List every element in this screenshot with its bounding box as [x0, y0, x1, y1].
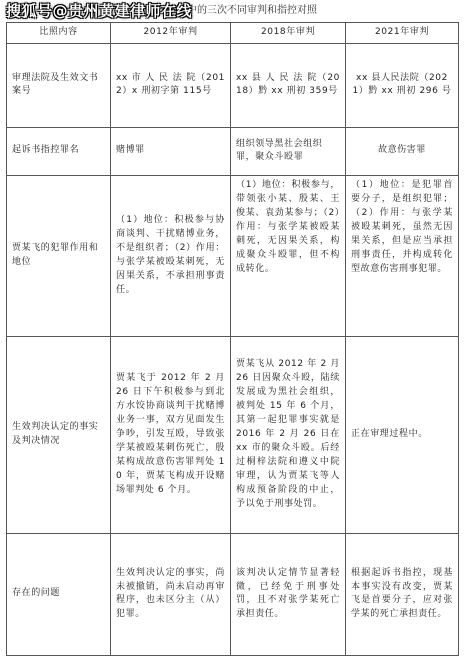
page-title: 同一案件中的三次不同审判和指控对照 [147, 5, 317, 16]
header-2018-trial: 2018年审判 [231, 23, 346, 44]
row-label: 生效判决认定的事实及判决情况 [7, 336, 111, 533]
table-cell: 赌博罪 [111, 127, 231, 175]
table-cell: 组织领导黑社会组织罪，聚众斗殴罪 [231, 127, 346, 175]
table-cell: （1）地位：积极参与，带领张小某、殷某、王俊某、袁劲某参与；（2）作用：与张学某被殴某刺死，无因果关系，构成聚众斗殴罪，但不构成转化。 [231, 175, 346, 336]
table-cell: 故意伤害罪 [346, 127, 459, 175]
table-cell: xx 县 人 民 法 院（2018）黔 xx 刑初 359号 [231, 43, 346, 127]
table-cell: xx 县人民法院（2021）黔 xx 刑初 296 号 [346, 43, 459, 127]
comparison-table [6, 22, 459, 656]
header-2012-trial: 2012年审判 [111, 23, 231, 44]
row-label: 起诉书指控罪名 [7, 127, 111, 175]
table-cell: （1）地位：是犯罪首要分子，是组织犯罪；（2）作用：与张学某被殴某刺死，虽然无因果关系，但是应当承担刑事责任，并构成转化型故意伤害刑事犯罪。 [346, 175, 459, 336]
table-row [7, 175, 459, 336]
table-row [7, 533, 459, 655]
table-cell: 贾某飞从 2012 年 2 月 26 日因聚众斗殴，陆续发展成为黑社会组织，被判处 15 年 6 个月，其第一起犯罪事实就是 2016 年 2 月 26 日在 xx 市的聚众斗殴。后经过桐梓法院和遵义中院审理，认为贾某飞等人构成预备阶段的中止，予以免于刑事处罚。 [231, 336, 346, 533]
table-cell: 贾某飞于 2012 年 2 月 26 日下午积极参与到北方水饺协商谈判干扰赌博业务一事，双方见面发生争吵，引发互殴，导致张学某被殴某刺伤死亡，殷某构成故意伤害罪判处 10 年，贾某飞构成开设赌场罪判处 6 个月。 [111, 336, 231, 533]
table-cell: 该判决认定情节显著轻微，已经免于刑事处罚，且不对张学某死亡承担责任。 [231, 533, 346, 655]
table-cell: （1）地位：积极参与协商谈判、干扰赌博业务，不是组织者；（2）作用：与张学某被殴某刺死，无因果关系，不承担刑事责任。 [111, 175, 231, 336]
row-label: 存在的问题 [7, 533, 111, 655]
row-label: 贾某飞的犯罪作用和地位 [7, 175, 111, 336]
table-row [7, 336, 459, 533]
row-label: 审理法院及生效文书案号 [7, 43, 111, 127]
table-header-row [7, 23, 459, 44]
header-2021-trial: 2021年审判 [346, 23, 459, 44]
table-row [7, 43, 459, 127]
table-cell: 生效判决认定的事实，尚未被撤销，尚未启动再审程序，也未区分主（从）犯罪。 [111, 533, 231, 655]
table-cell: 根据起诉书指控，现基本事实没有改变，贾某飞是首要分子，应对张学某的死亡承担责任。 [346, 533, 459, 655]
table-cell: 正在审理过程中。 [346, 336, 459, 533]
table-row [7, 127, 459, 175]
header-compare-item: 比照内容 [7, 23, 111, 44]
table-cell: xx 市 人 民 法 院（2012）x 刑初字第 115号 [111, 43, 231, 127]
watermark-text: 搜狐号@贵州黄建律师在线 [6, 2, 193, 20]
